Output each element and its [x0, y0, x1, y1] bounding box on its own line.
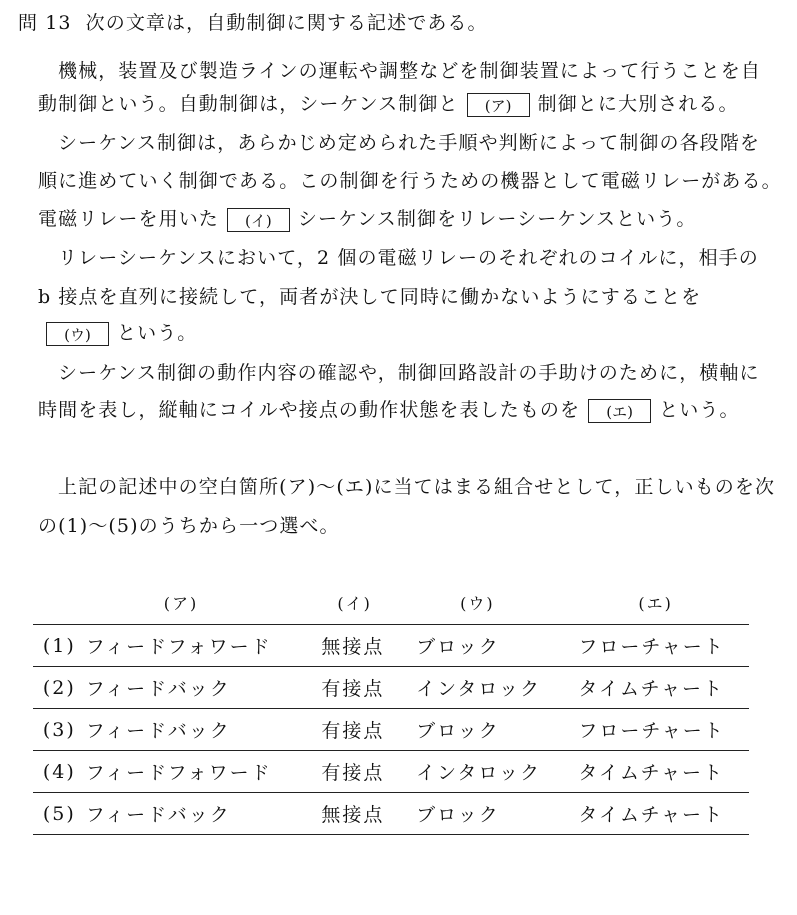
table-cell: フィードバック: [86, 667, 322, 709]
table-header: (イ): [321, 580, 416, 625]
paragraph-3-line-2: b 接点を直列に接続して，両者が決して同時に働かないようにすることを: [38, 286, 702, 308]
table-cell: ブロック: [416, 625, 578, 667]
text-segment: 制御とに大別される。: [537, 93, 739, 115]
text-segment: シーケンス制御をリレーシーケンスという。: [297, 208, 697, 230]
blank-a: (ア): [467, 93, 530, 117]
table-cell: インタロック: [416, 751, 578, 793]
table-header: (エ): [578, 580, 749, 625]
table-header: (ウ): [416, 580, 578, 625]
table-cell: フローチャート: [578, 625, 749, 667]
blank-d: (エ): [588, 399, 651, 423]
text-segment: という。: [659, 399, 740, 421]
table-cell: 無接点: [321, 793, 416, 835]
blank-b: (イ): [227, 208, 290, 232]
table-cell: フローチャート: [578, 709, 749, 751]
table-cell: フィードバック: [86, 793, 322, 835]
table-row: [33, 709, 749, 751]
question-lead: 次の文章は，自動制御に関する記述である。: [85, 12, 488, 34]
choice-number: (5): [33, 793, 86, 835]
table-header: (ア): [86, 580, 322, 625]
instruction-line-1: 上記の記述中の空白箇所(ア)～(エ)に当てはまる組合せとして，正しいものを次: [58, 476, 776, 498]
table-cell: 無接点: [321, 625, 416, 667]
choice-number: (3): [33, 709, 86, 751]
choice-number: (2): [33, 667, 86, 709]
table-header-row: [33, 580, 749, 625]
table-cell: フィードフォワード: [86, 625, 322, 667]
table-row: [33, 667, 749, 709]
blank-c: (ウ): [46, 322, 109, 346]
instruction-line-2: の(1)～(5)のうちから一つ選べ。: [38, 515, 340, 537]
choice-number: (4): [33, 751, 86, 793]
choice-number: (1): [33, 625, 86, 667]
table-row: [33, 625, 749, 667]
table-cell: 有接点: [321, 709, 416, 751]
paragraph-1-line-2: [38, 91, 739, 117]
table-cell: フィードバック: [86, 709, 322, 751]
table-cell: タイムチャート: [578, 793, 749, 835]
question-heading: [18, 10, 488, 36]
paragraph-4-line-2: [38, 397, 740, 423]
table-header: [33, 580, 86, 625]
text-segment: という。: [117, 322, 198, 344]
paragraph-3-line-1: リレーシーケンスにおいて，2 個の電磁リレーのそれぞれのコイルに，相手の: [58, 247, 759, 269]
paragraph-3-line-3: [40, 320, 197, 346]
table-cell: 有接点: [321, 667, 416, 709]
text-segment: 時間を表し，縦軸にコイルや接点の動作状態を表したものを: [38, 399, 581, 421]
table-cell: タイムチャート: [578, 751, 749, 793]
paragraph-4-line-1: シーケンス制御の動作内容の確認や，制御回路設計の手助けのために，横軸に: [58, 362, 760, 384]
table-cell: フィードフォワード: [86, 751, 322, 793]
paragraph-2-line-3: [38, 206, 697, 232]
table-cell: タイムチャート: [578, 667, 749, 709]
table-cell: ブロック: [416, 793, 578, 835]
text-segment: 電磁リレーを用いた: [38, 208, 219, 230]
question-number: 問 13: [18, 12, 72, 34]
table-cell: インタロック: [416, 667, 578, 709]
table-row: [33, 751, 749, 793]
table-cell: ブロック: [416, 709, 578, 751]
table-row: [33, 793, 749, 835]
paragraph-2-line-2: 順に進めていく制御である。この制御を行うための機器として電磁リレーがある。: [38, 170, 782, 192]
answer-choices-table: [33, 580, 749, 835]
text-segment: 動制御という。自動制御は，シーケンス制御と: [38, 93, 459, 115]
paragraph-1-line-1: 機械，装置及び製造ラインの運転や調整などを制御装置によって行うことを自: [58, 60, 761, 82]
paragraph-2-line-1: シーケンス制御は，あらかじめ定められた手順や判断によって制御の各段階を: [58, 132, 760, 154]
table-cell: 有接点: [321, 751, 416, 793]
